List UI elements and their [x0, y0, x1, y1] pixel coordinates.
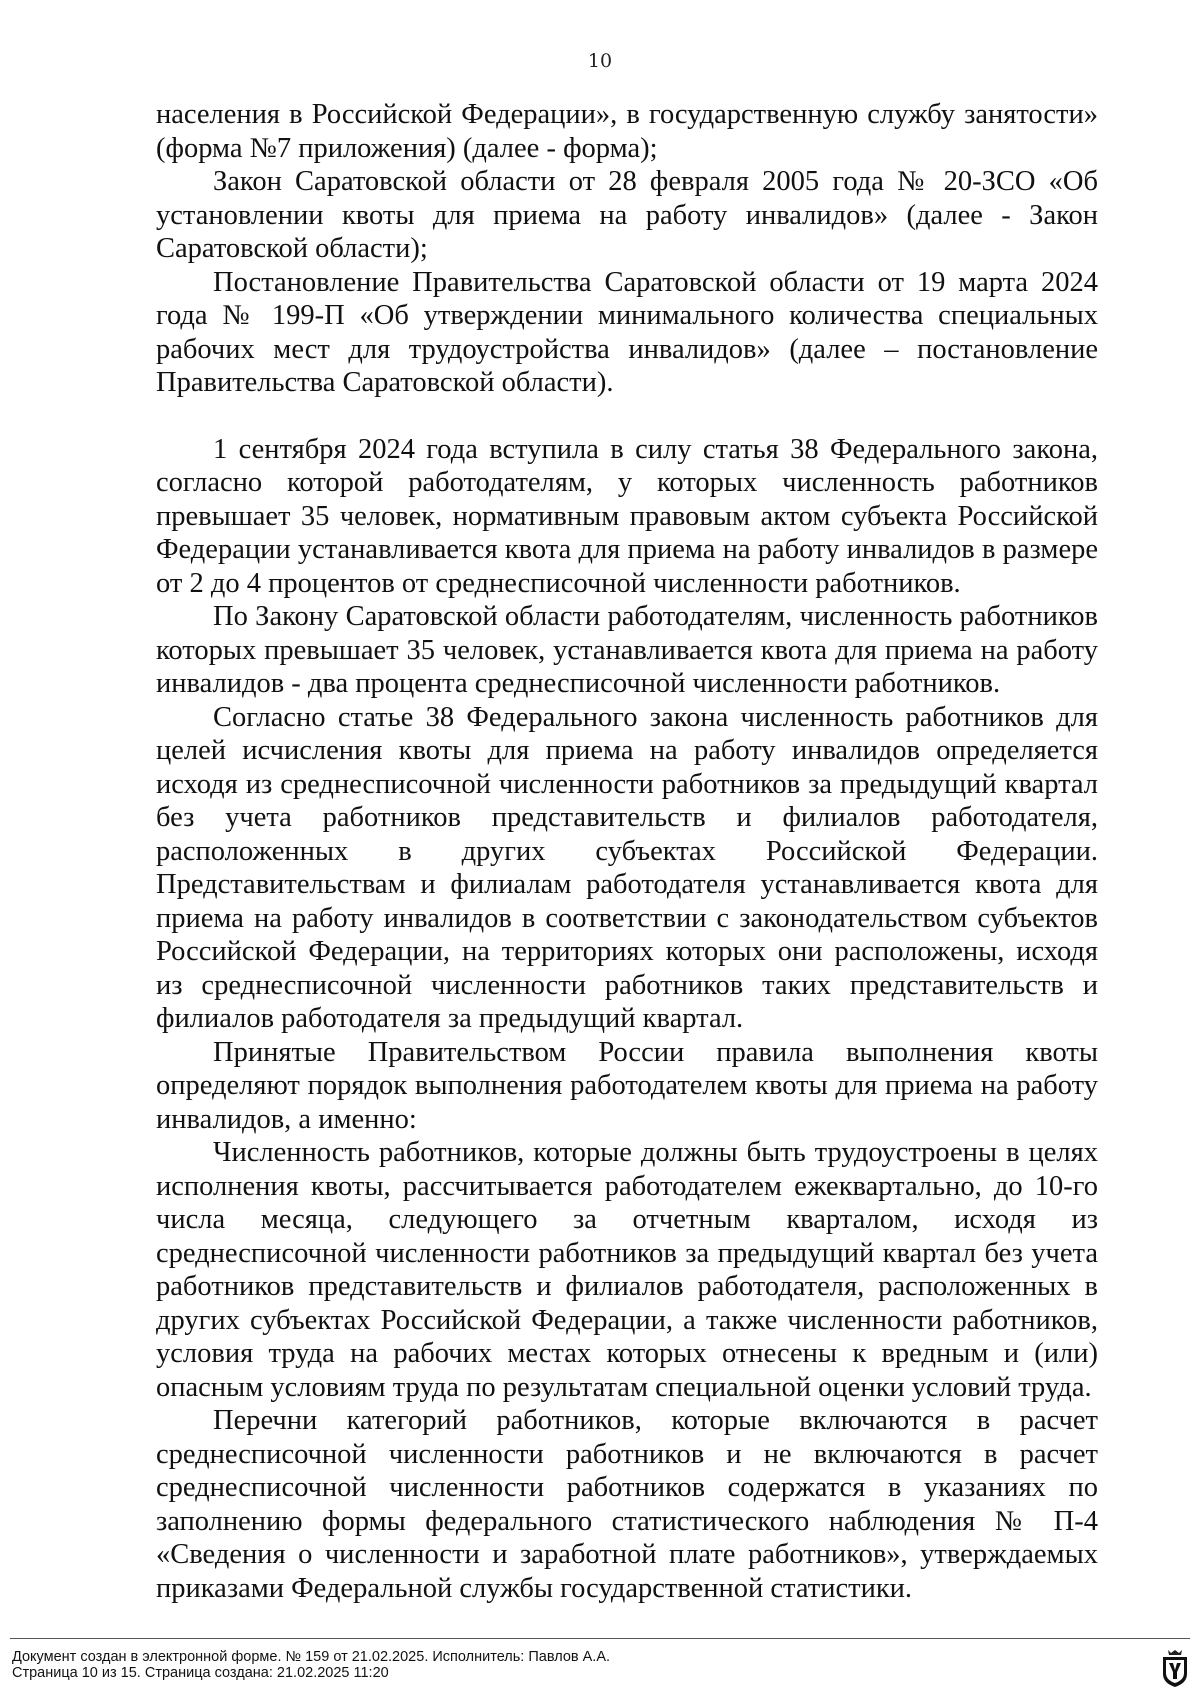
document-footer	[0, 1638, 1200, 1698]
footer-divider	[10, 1638, 1190, 1639]
paragraph-categories-list: Перечни категорий работников, которые включаются в расчет среднесписочной численности работников и не включаются в расчет среднесписочной численности работников содержатся в указаниях по заполнению формы федерального статистического наблюдения № П-4 «Сведения о численности и заработной плате работников», утверждаемых приказами Федеральной службы государственной статистики.	[156, 1405, 1098, 1604]
footer-document-line: Документ создан в электронной форме. № 159 от 21.02.2025. Исполнитель: Павлов А.А.	[12, 1649, 611, 1665]
paragraph-quota-rules: Принятые Правительством России правила выполнения квоты определяют порядок выполнения работодателем квоты для приема на работу инвалидов, а именно:	[156, 1036, 1098, 1135]
paragraph-regional-quota: По Закону Саратовской области работодателям, численность работников которых превышает 35 человек, устанавливается квота для приема на работу инвалидов - два процента среднесписочной численности работников.	[156, 601, 1098, 699]
footer-page-line: Страница 10 из 15. Страница создана: 21.02.2025 11:20	[12, 1665, 389, 1681]
paragraph-article-38: 1 сентября 2024 года вступила в силу статья 38 Федерального закона, согласно которой работодателям, у которых численность работников превышает 35 человек, нормативным правовым актом субъекта Российской Федерации устанавливается квота для приема на работу инвалидов в размере от 2 до 4 процентов от среднесписочной численности работников.	[156, 433, 1098, 599]
paragraph-headcount: Численность работников, которые должны быть трудоустроены в целях исполнения квоты, рассчитывается работодателем ежеквартально, до 10-го числа месяца, следующего за отчетным кварталом, исходя из среднесписочной численности работников за предыдущий квартал без учета работников представительств и филиалов работодателя, расположенных в других субъектах Российской Федерации, а также численности работников, условия труда на рабочих местах которых отнесены к вредным и (или) опасным условиям труда по результатам специальной оценки условий труда.	[156, 1137, 1098, 1403]
paragraph-continuation: населения в Российской Федерации», в государственную службу занятости» (форма №7 приложения) (далее - форма);	[156, 99, 1098, 164]
paragraph-government-resolution: Постановление Правительства Саратовской области от 19 марта 2024 года № 199-П «Об утверждении минимального количества специальных рабочих мест для трудоустройства инвалидов» (далее – постановление Правительства Саратовской области).	[156, 266, 1098, 398]
paragraph-quota-calculation: Согласно статье 38 Федерального закона численность работников для целей исчисления квоты для приема на работу инвалидов определяется исходя из среднесписочной численности работников за предыдущий квартал без учета работников представительств и филиалов работодателя, расположенных в других субъектах Российской Федерации. Представительствам и филиалам работодателя устанавливается квота для приема на работу инвалидов в соответствии с законодательством субъектов Российской Федерации, на территориях которых они расположены, исходя из среднесписочной численности работников таких представительств и филиалов работодателя за предыдущий квартал.	[156, 701, 1098, 1034]
coat-of-arms-icon	[1160, 1648, 1190, 1688]
document-body	[156, 98, 1098, 1605]
paragraph-saratov-law: Закон Саратовской области от 28 февраля 2005 года № 20-ЗСО «Об установлении квоты для приема на работу инвалидов» (далее - Закон Саратовской области);	[156, 166, 1098, 264]
footer-info	[12, 1649, 610, 1681]
page-number: 10	[587, 50, 613, 72]
